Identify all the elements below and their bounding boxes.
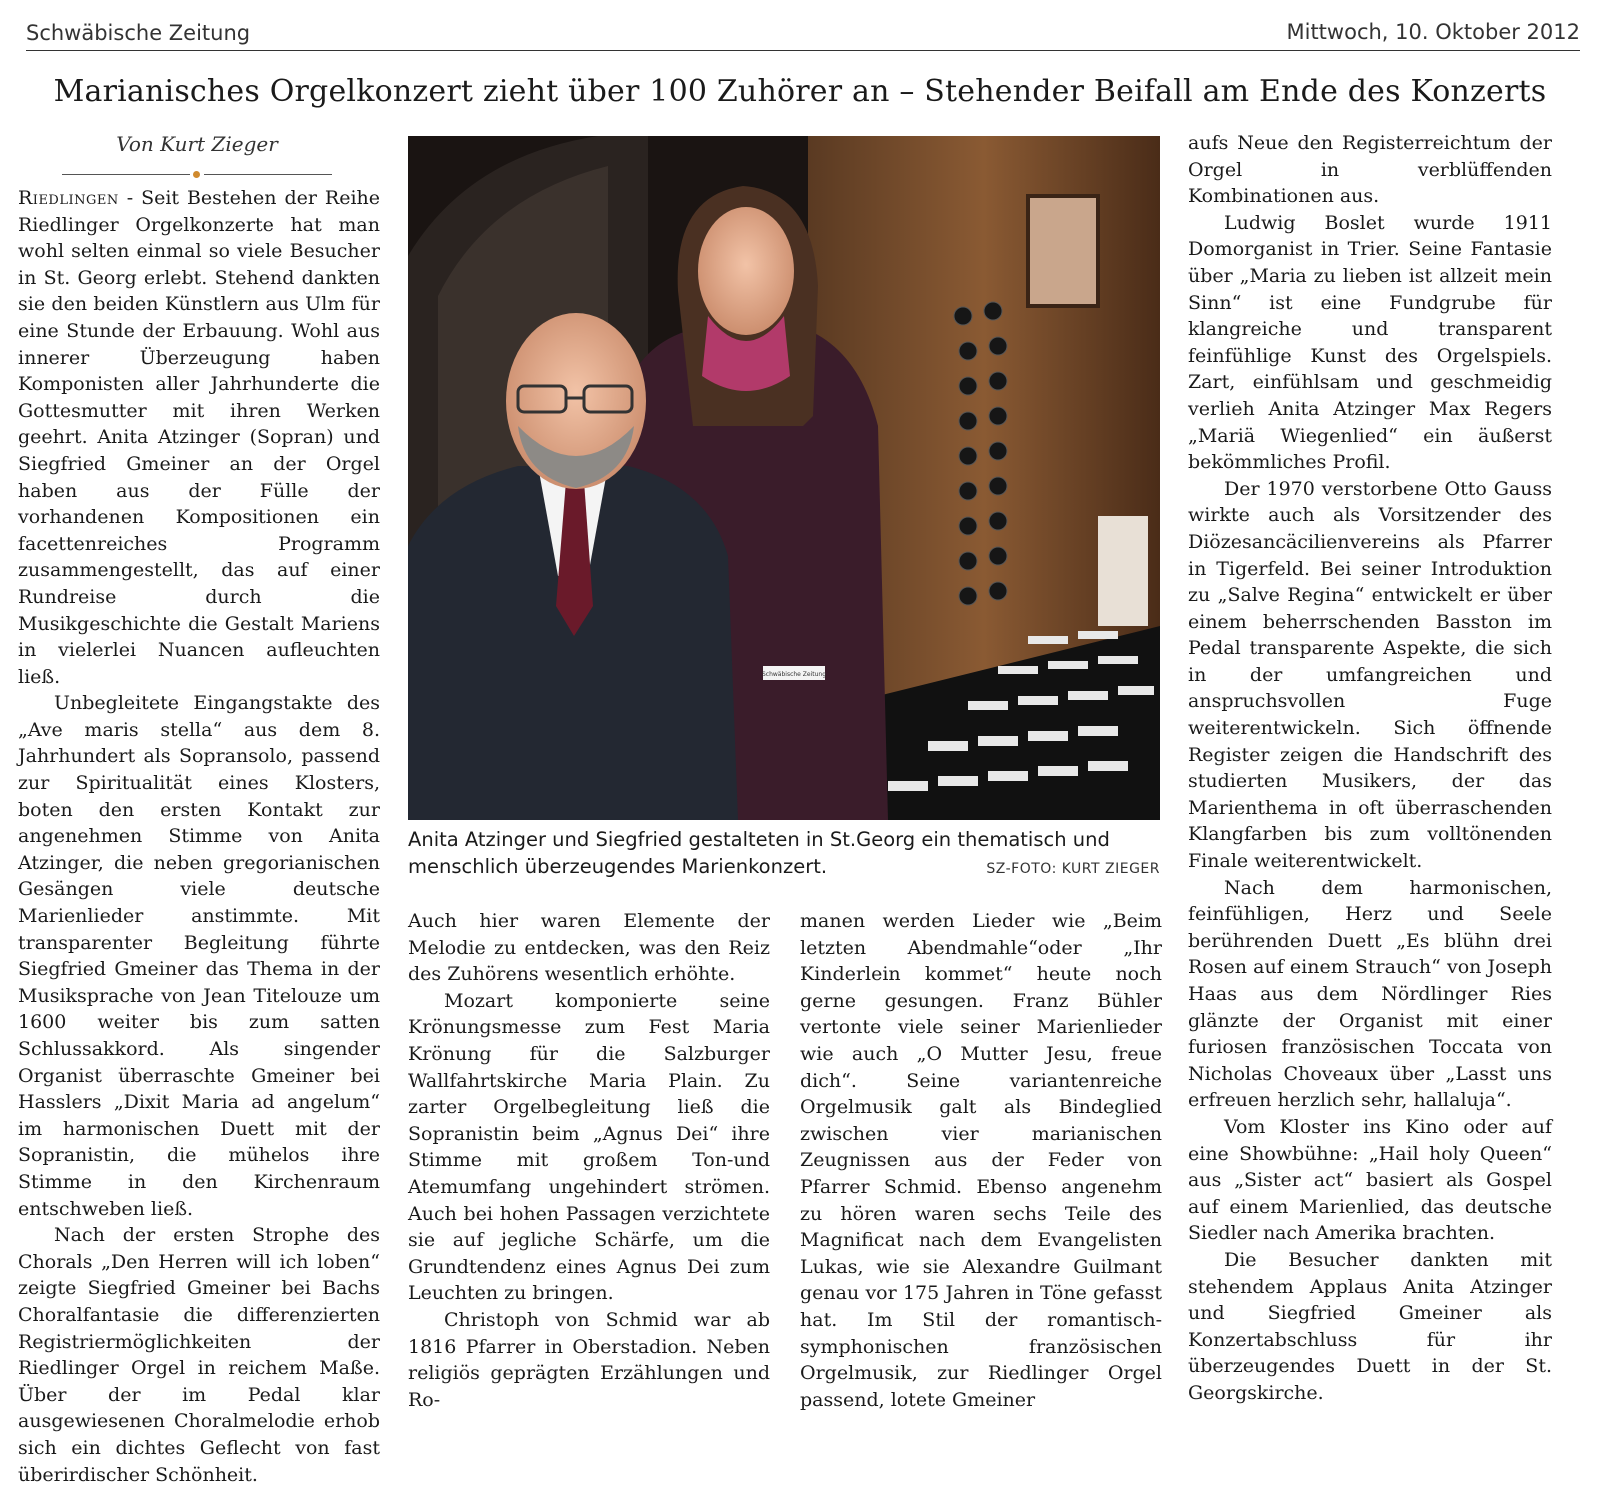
article-column-2	[408, 908, 770, 1413]
article-column-3	[800, 908, 1162, 1413]
paragraph: aufs Neue den Registerreichtum der Orgel in verblüffenden Kombinationen aus.	[1188, 132, 1552, 208]
concert-photo	[408, 136, 1160, 820]
paragraph: Nach dem harmonischen, feinfühligen, Herz und Seele berührenden Duett „Es blühn drei Rosen auf einem Strauch“ von Joseph Haas aus dem Nördlinger Ries glänzte der Organist mit einer furiosen französischen Toccata von Nicholas Choveaux über „Lasst uns erfreuen herzlich sehr, hallaluja“.	[1188, 876, 1552, 1112]
photo-credit: SZ-FOTO: KURT ZIEGER	[986, 861, 1160, 877]
divider-dot-icon	[193, 171, 200, 178]
paragraph: Ludwig Boslet wurde 1911 Domorganist in Trier. Seine Fantasie über „Maria zu lieben ist allzeit mein Sinn“ ist eine Fundgrube für klangreiche und transparent feinfühlige Kunst des Orgelspiels. Zart, einfühlsam und geschmeidig verlieh Anita Atzinger Max Regers „Mariä Wiegenlied“ ein äußerst bekömmliches Profil.	[1188, 211, 1552, 474]
headline: Marianisches Orgelkonzert zieht über 100 Zuhörer an – Stehender Beifall am Ende des Konzerts	[53, 74, 1547, 109]
caption-text: Anita Atzinger und Siegfried gestalteten in St.Georg ein thematisch und menschlich überzeugendes Marienkonzert.	[408, 828, 1110, 878]
paragraph: Riedlingen - Seit Bestehen der Reihe Riedlinger Orgelkonzerte hat man wohl selten einmal so viele Besucher in St. Georg erlebt. Stehend dankten sie den beiden Künstlern aus Ulm für eine Stunde der Erbauung. Wohl aus innerer Überzeugung haben Komponisten aller Jahrhunderte die Gottesmutter mit ihren Werken geehrt. Anita Atzinger (Sopran) und Siegfried Gmeiner an der Orgel haben aus der Fülle der vorhandenen Kompositionen ein facettenreiches Programm zusammengestellt, das auf einer Rundreise durch die Musikgeschichte die Gestalt Mariens in vielerlei Nuancen aufleuchten ließ.	[18, 187, 381, 688]
paragraph: Die Besucher dankten mit stehendem Applaus Anita Atzinger und Siegfried Gmeiner als Konzertabschluss für ihr überzeugendes Duett in der St. Georgskirche.	[1188, 1248, 1552, 1404]
newspaper-name: Schwäbische Zeitung	[26, 21, 251, 45]
article-column-1	[18, 185, 380, 1488]
photo-caption	[408, 826, 1160, 880]
byline: Von Kurt Zieger	[116, 132, 278, 156]
dateline: Riedlingen	[18, 187, 119, 209]
byline-divider	[62, 170, 332, 180]
paragraph: manen werden Lieder wie „Beim letzten Abendmahle“oder „Ihr Kinderlein kommet“ heute noch gerne gesungen. Franz Bühler vertonte viele seiner Marienlieder wie auch „O Mutter Jesu, freue dich“. Seine variantenreiche Orgelmusik galt als Bindeglied zwischen vier marianischen Zeugnissen aus der Feder von Pfarrer Schmid. Ebenso angenehm zu hören waren sechs Teile des Magnificat nach dem Evangelisten Lukas, wie sie Alexandre Guilmant genau vor 175 Jahren in Töne gefasst hat. Im Stil der romantisch-symphonischen französischen Orgelmusik, zur Riedlinger Orgel passend, lotete Gmeiner	[800, 910, 1162, 1411]
paragraph: Christoph von Schmid war ab 1816 Pfarrer in Oberstadion. Neben religiös geprägten Erzählungen und Ro-	[408, 1308, 770, 1411]
paragraph: Unbegleitete Eingangstakte des „Ave maris stella“ aus dem 8. Jahrhundert als Sopransolo, passend zur Spiritualität eines Klosters, boten den ersten Kontakt zur angenehmen Stimme von Anita Atzinger, die neben gregorianischen Gesängen viele deutsche Marienlieder anstimmte. Mit transparenter Begleitung führte Siegfried Gmeiner das Thema in der Musiksprache von Jean Titelouze um 1600 weiter bis zum satten Schlussakkord. Als singender Organist überraschte Gmeiner bei Hasslers „Dixit Maria ad angelum“ im harmonischen Duett mit der Sopranistin, die mühelos ihre Stimme in den Kirchenraum entschweben ließ.	[18, 692, 380, 1220]
masthead	[26, 16, 1580, 51]
paragraph: Der 1970 verstorbene Otto Gauss wirkte auch als Vorsitzender des Diözesancäcilienvereins als Pfarrer in Tigerfeld. Bei seiner Introduktion zu „Salve Regina“ entwickelt er über einem beherrschenden Basston im Pedal transparente Aspekte, die sich in der umfangreichen und anspruchsvollen Fuge weiterentwickeln. Sich öffnende Register zeigen die Handschrift des studierten Musikers, der das Marienthema in oft überraschenden Klangfarben bis zum volltönenden Finale weiterentwickelt.	[1188, 477, 1552, 873]
paragraph: Auch hier waren Elemente der Melodie zu entdecken, was den Reiz des Zuhörens wesentlich erhöhte.	[408, 910, 770, 986]
photo-watermark: Schwäbische Zeitung	[761, 671, 827, 678]
paragraph: Mozart komponierte seine Krönungsmesse zum Fest Maria Krönung für die Salzburger Wallfahrtskirche Maria Plain. Zu zarter Orgelbegleitung ließ die Sopranistin beim „Agnus Dei“ ihre Stimme mit großem Ton-und Atemumfang ungehindert strömen. Auch bei hohen Passagen verzichtete sie auf jegliche Schärfe, um die Grundtendenz eines Agnus Dei zum Leuchten zu bringen.	[408, 989, 770, 1305]
paragraph: Nach der ersten Strophe des Chorals „Den Herren will ich loben“ zeigte Siegfried Gmeiner bei Bachs Choralfantasie die differenzierten Registriermöglichkeiten der Riedlinger Orgel in reichem Maße. Über der im Pedal klar ausgewiesenen Choralmelodie erhob sich ein dichtes Geflecht von fast überirdischer Schönheit.	[18, 1224, 380, 1486]
issue-date: Mittwoch, 10. Oktober 2012	[1286, 20, 1580, 44]
paragraph: Vom Kloster ins Kino oder auf eine Showbühne: „Hail holy Queen“ aus „Sister act“ basiert als Gospel auf einem Marienlied, das deutsche Siedler nach Amerika brachten.	[1188, 1115, 1552, 1245]
article-column-4	[1188, 130, 1552, 1407]
